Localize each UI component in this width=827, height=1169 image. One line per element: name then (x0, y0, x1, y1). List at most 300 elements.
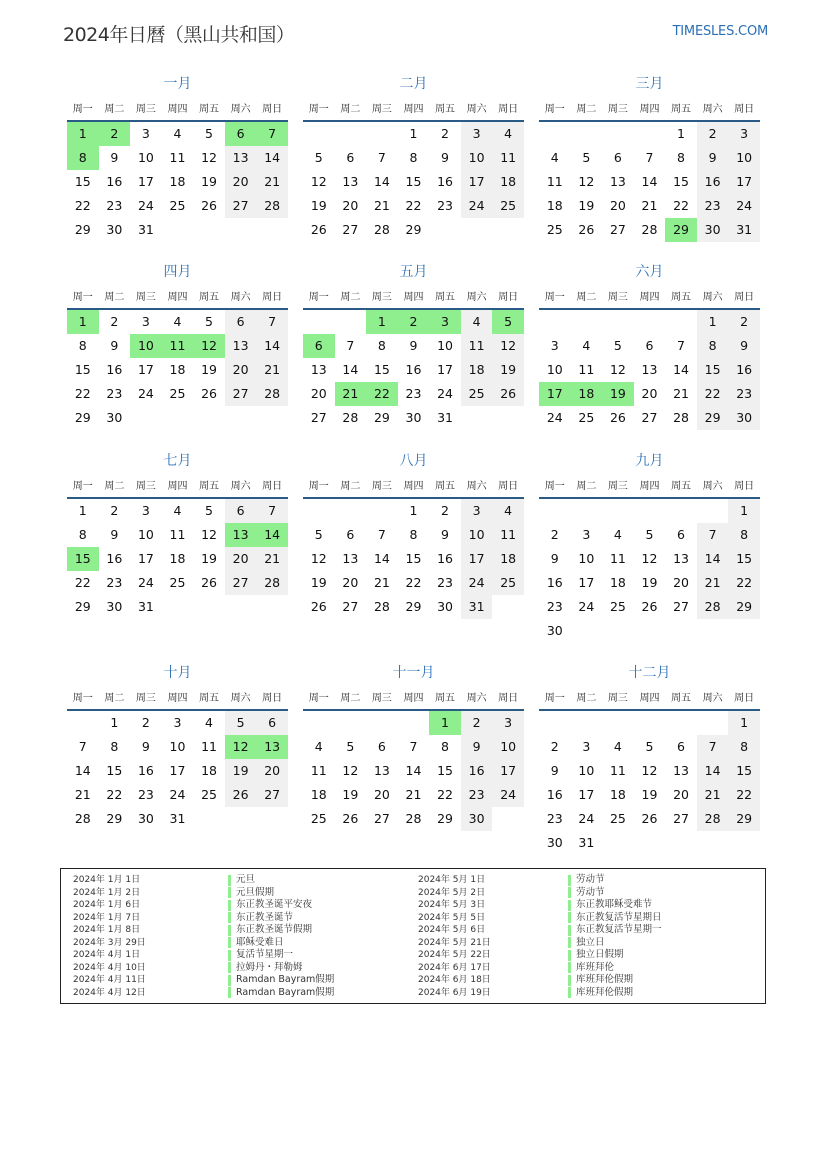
day-cell: 4 (173, 126, 182, 141)
weekday-label: 周六 (466, 692, 487, 704)
holiday-name-row (568, 924, 662, 937)
day-cell: 6 (225, 310, 257, 334)
weekday-label: 周日 (262, 692, 283, 704)
day-cell: 15 (106, 763, 123, 778)
holiday-marker (228, 900, 231, 911)
day-cell: 7 (697, 735, 729, 759)
day-cell: 31 (169, 811, 186, 826)
weekday-label: 周一 (308, 692, 329, 704)
empty-cell (303, 499, 335, 523)
day-cell: 10 (546, 362, 563, 377)
day-cell: 27 (225, 382, 257, 406)
weekday-label: 周二 (340, 103, 361, 115)
weekday-label: 周一 (544, 480, 565, 492)
holiday-marker (568, 950, 571, 961)
holiday-name-row (568, 962, 662, 975)
weekday-label: 周四 (403, 103, 424, 115)
day-cell: 27 (225, 571, 257, 595)
day-cell: 12 (609, 362, 626, 377)
empty-cell (335, 122, 367, 146)
day-cell: 21 (256, 547, 288, 571)
day-cell: 12 (641, 551, 658, 566)
day-cell: 20 (310, 386, 327, 401)
holiday-marker (568, 875, 571, 886)
day-cell: 29 (74, 599, 91, 614)
empty-cell (571, 499, 603, 523)
empty-cell (335, 310, 367, 334)
weekday-label: 周五 (199, 692, 220, 704)
day-cell: 20 (609, 198, 626, 213)
day-cell: 13 (310, 362, 327, 377)
day-cell: 21 (697, 783, 729, 807)
day-cell: 2 (141, 715, 150, 730)
day-cell: 29 (405, 222, 422, 237)
weekday-label: 周六 (466, 103, 487, 115)
weekday-label: 周二 (340, 291, 361, 303)
holiday-marker (568, 975, 571, 986)
day-cell: 7 (409, 739, 418, 754)
day-cell: 7 (677, 338, 685, 353)
holiday-day-cell: 15 (67, 547, 99, 571)
day-cell: 6 (677, 527, 685, 542)
holiday-marker (228, 875, 231, 886)
holiday-dates-right (418, 874, 491, 999)
day-cell: 28 (342, 410, 359, 425)
holiday-date: 2024年 1月 7日 (73, 912, 141, 923)
day-cell: 23 (137, 787, 154, 802)
day-cell: 5 (346, 739, 355, 754)
holiday-day-cell: 2 (398, 310, 430, 334)
day-cell: 5 (314, 150, 323, 165)
day-cell: 24 (137, 575, 154, 590)
day-cell: 19 (310, 198, 327, 213)
day-cell: 3 (141, 503, 150, 518)
holiday-date: 2024年 1月 8日 (73, 925, 141, 935)
weekday-label: 周五 (199, 480, 220, 492)
empty-cell (665, 499, 697, 523)
day-cell: 14 (641, 174, 658, 189)
day-cell: 15 (74, 174, 91, 189)
day-cell: 3 (582, 527, 591, 542)
weekday-label: 周二 (104, 291, 125, 303)
holiday-marker (568, 912, 571, 923)
days-grid (67, 122, 288, 242)
day-cell: 5 (582, 150, 591, 165)
weekday-label: 周六 (702, 480, 723, 492)
day-cell: 14 (74, 763, 91, 778)
empty-cell (303, 310, 335, 334)
day-cell: 9 (441, 150, 449, 165)
holiday-name-row (228, 874, 334, 887)
day-cell: 12 (201, 150, 217, 165)
day-cell: 9 (409, 338, 418, 353)
day-cell: 9 (461, 735, 493, 759)
holiday-day-cell: 1 (429, 711, 461, 735)
month-calendar (67, 74, 288, 242)
holiday-name: 东正教圣诞节 (236, 911, 294, 923)
holiday-day-cell: 2 (99, 122, 131, 146)
day-cell: 5 (314, 527, 323, 542)
day-cell: 24 (169, 787, 186, 802)
day-cell: 23 (405, 386, 422, 401)
weekday-label: 周一 (308, 291, 329, 303)
holiday-name: 独立日假期 (576, 949, 624, 960)
weekday-header (539, 683, 760, 711)
weekday-header (303, 471, 524, 499)
day-cell: 27 (373, 811, 390, 826)
holiday-name: 东正教复活节星期一 (576, 924, 662, 935)
day-cell: 14 (373, 551, 390, 566)
day-cell: 2 (728, 310, 760, 334)
day-cell: 18 (492, 547, 524, 571)
day-cell: 9 (110, 527, 119, 542)
day-cell: 21 (74, 787, 91, 802)
day-cell: 14 (673, 362, 689, 377)
weekday-label: 周四 (403, 692, 424, 704)
weekday-label: 周三 (135, 480, 156, 492)
day-cell: 19 (641, 787, 658, 802)
day-cell: 24 (461, 194, 493, 218)
day-cell: 8 (697, 334, 729, 358)
day-cell: 27 (641, 410, 658, 425)
empty-cell (697, 499, 729, 523)
day-cell: 16 (728, 358, 760, 382)
day-cell: 19 (201, 174, 217, 189)
day-cell: 6 (256, 711, 288, 735)
holiday-marker (568, 925, 571, 936)
weekday-label: 周六 (466, 291, 487, 303)
day-cell: 3 (141, 126, 150, 141)
day-cell: 9 (110, 338, 119, 353)
holiday-day-cell: 3 (429, 310, 461, 334)
holiday-name: Ramdan Bayram假期 (236, 986, 335, 998)
day-cell: 1 (409, 503, 418, 518)
day-cell: 16 (437, 551, 453, 566)
day-cell: 30 (106, 222, 123, 237)
day-cell: 13 (342, 174, 359, 189)
day-cell: 22 (437, 787, 453, 802)
weekday-header (539, 94, 760, 122)
day-cell: 10 (578, 763, 595, 778)
day-cell: 13 (609, 174, 626, 189)
month-calendar (539, 262, 760, 430)
day-cell: 8 (409, 527, 418, 542)
day-cell: 13 (673, 763, 689, 778)
day-cell: 11 (201, 739, 217, 754)
day-cell: 6 (613, 150, 622, 165)
day-cell: 29 (74, 222, 91, 237)
weekday-label: 周五 (671, 692, 692, 704)
page-title: 2024年日曆（黑山共和国） (63, 24, 295, 46)
day-cell: 16 (106, 362, 123, 377)
day-cell: 29 (106, 811, 123, 826)
day-cell: 14 (342, 362, 359, 377)
day-cell: 12 (641, 763, 658, 778)
weekday-label: 周三 (607, 103, 628, 115)
holiday-name-row (568, 887, 662, 900)
day-cell: 18 (169, 551, 186, 566)
weekday-label: 周二 (104, 103, 125, 115)
weekday-header (67, 471, 288, 499)
empty-cell (697, 711, 729, 735)
days-grid (67, 499, 288, 619)
empty-cell (67, 711, 99, 735)
holiday-name: 独立日 (576, 936, 605, 948)
day-cell: 15 (405, 174, 422, 189)
day-cell: 10 (492, 735, 524, 759)
day-cell: 28 (256, 194, 288, 218)
days-grid (539, 711, 760, 855)
empty-cell (634, 122, 666, 146)
day-cell: 22 (74, 575, 91, 590)
day-cell: 29 (697, 406, 729, 430)
holiday-list (60, 868, 766, 1004)
day-cell: 11 (609, 763, 626, 778)
day-cell: 17 (578, 575, 595, 590)
day-cell: 27 (673, 811, 689, 826)
day-cell: 1 (409, 126, 418, 141)
day-cell: 5 (225, 711, 257, 735)
day-cell: 4 (492, 499, 524, 523)
holiday-marker (228, 962, 231, 973)
weekday-header (303, 282, 524, 310)
day-cell: 15 (405, 551, 422, 566)
holiday-date: 2024年 6月 18日 (418, 975, 491, 985)
day-cell: 20 (256, 759, 288, 783)
holiday-marker (228, 925, 231, 936)
day-cell: 30 (697, 218, 729, 242)
holiday-marker (568, 987, 571, 998)
day-cell: 2 (441, 126, 449, 141)
day-cell: 18 (169, 174, 186, 189)
day-cell: 27 (310, 410, 327, 425)
weekday-label: 周日 (734, 480, 755, 492)
holiday-marker (228, 887, 231, 898)
empty-cell (634, 711, 666, 735)
weekday-label: 周一 (72, 692, 93, 704)
day-cell: 23 (546, 811, 563, 826)
day-cell: 13 (342, 551, 359, 566)
weekday-label: 周六 (466, 480, 487, 492)
day-cell: 7 (256, 310, 288, 334)
holiday-name: 东正教圣诞平安夜 (236, 899, 313, 910)
holiday-name-row (228, 899, 334, 912)
day-cell: 25 (578, 410, 595, 425)
holiday-name-row (228, 962, 334, 975)
days-grid (539, 310, 760, 430)
day-cell: 30 (106, 410, 123, 425)
weekday-label: 周日 (498, 103, 519, 115)
day-cell: 11 (169, 527, 186, 542)
empty-cell (539, 310, 571, 334)
day-cell: 23 (437, 198, 453, 213)
day-cell: 25 (201, 787, 217, 802)
holiday-day-cell: 22 (366, 382, 398, 406)
day-cell: 1 (78, 503, 87, 518)
month-title: 十月 (163, 665, 192, 681)
day-cell: 20 (225, 547, 257, 571)
day-cell: 21 (641, 198, 658, 213)
month-calendar (303, 262, 524, 430)
weekday-label: 周三 (371, 291, 392, 303)
day-cell: 18 (546, 198, 563, 213)
empty-cell (602, 711, 634, 735)
weekday-label: 周日 (498, 291, 519, 303)
days-grid (303, 310, 524, 430)
weekday-label: 周一 (72, 291, 93, 303)
day-cell: 30 (137, 811, 154, 826)
day-cell: 5 (645, 739, 654, 754)
holiday-date: 2024年 1月 6日 (73, 900, 141, 910)
day-cell: 25 (169, 198, 186, 213)
day-cell: 13 (225, 334, 257, 358)
days-grid (539, 122, 760, 242)
day-cell: 1 (677, 126, 685, 141)
day-cell: 12 (201, 527, 217, 542)
day-cell: 21 (373, 198, 390, 213)
day-cell: 26 (310, 599, 327, 614)
holiday-name-row (568, 912, 662, 925)
holiday-name-row (568, 899, 662, 912)
day-cell: 18 (169, 362, 186, 377)
day-cell: 30 (106, 599, 123, 614)
empty-cell (539, 711, 571, 735)
day-cell: 4 (492, 122, 524, 146)
day-cell: 23 (106, 198, 123, 213)
day-cell: 11 (492, 146, 524, 170)
day-cell: 30 (437, 599, 453, 614)
day-cell: 16 (546, 787, 563, 802)
day-cell: 11 (609, 551, 626, 566)
day-cell: 28 (641, 222, 658, 237)
day-cell: 7 (78, 739, 87, 754)
day-cell: 6 (377, 739, 386, 754)
holiday-name: 东正教复活节星期日 (576, 911, 662, 923)
holiday-day-cell: 12 (193, 334, 225, 358)
day-cell: 6 (346, 527, 355, 542)
holiday-marker (228, 912, 231, 923)
day-cell: 15 (728, 547, 760, 571)
weekday-label: 周五 (671, 291, 692, 303)
day-cell: 13 (373, 763, 390, 778)
day-cell: 27 (342, 222, 359, 237)
day-cell: 26 (578, 222, 595, 237)
day-cell: 2 (697, 122, 729, 146)
day-cell: 4 (461, 310, 493, 334)
day-cell: 28 (673, 410, 689, 425)
day-cell: 17 (137, 551, 154, 566)
day-cell: 9 (110, 150, 119, 165)
day-cell: 11 (492, 523, 524, 547)
holiday-name: 拉姆丹・拜勒姆 (236, 961, 303, 973)
weekday-label: 周日 (734, 692, 755, 704)
holiday-day-cell: 29 (665, 218, 697, 242)
day-cell: 30 (546, 623, 563, 638)
day-cell: 23 (697, 194, 729, 218)
day-cell: 29 (405, 599, 422, 614)
day-cell: 13 (673, 551, 689, 566)
day-cell: 28 (256, 382, 288, 406)
day-cell: 21 (256, 170, 288, 194)
day-cell: 31 (137, 222, 154, 237)
weekday-label: 周日 (262, 103, 283, 115)
day-cell: 28 (697, 807, 729, 831)
weekday-label: 周二 (576, 480, 597, 492)
holiday-name-row (228, 912, 334, 925)
day-cell: 19 (201, 362, 217, 377)
holiday-day-cell: 5 (492, 310, 524, 334)
day-cell: 31 (137, 599, 154, 614)
day-cell: 25 (169, 575, 186, 590)
holiday-day-cell: 7 (256, 122, 288, 146)
weekday-label: 周五 (671, 480, 692, 492)
day-cell: 10 (728, 146, 760, 170)
day-cell: 31 (437, 410, 453, 425)
day-cell: 10 (169, 739, 186, 754)
site-logo[interactable]: TIMESLES.COM (672, 24, 768, 39)
holiday-name: 库班拜伦假期 (576, 974, 634, 985)
day-cell: 8 (110, 739, 119, 754)
day-cell: 6 (225, 499, 257, 523)
day-cell: 16 (437, 174, 453, 189)
day-cell: 22 (405, 198, 422, 213)
day-cell: 15 (697, 358, 729, 382)
day-cell: 12 (310, 174, 327, 189)
holiday-date: 2024年 6月 17日 (418, 962, 491, 973)
day-cell: 22 (728, 571, 760, 595)
holiday-name: 劳动节 (576, 886, 605, 898)
day-cell: 28 (373, 222, 390, 237)
weekday-label: 周四 (639, 480, 660, 492)
holiday-day-cell: 6 (303, 334, 335, 358)
holiday-day-cell: 13 (225, 523, 257, 547)
weekday-label: 周六 (230, 692, 251, 704)
weekday-label: 周五 (435, 291, 456, 303)
day-cell: 11 (578, 362, 595, 377)
holiday-name: Ramdan Bayram假期 (236, 974, 335, 985)
month-title: 七月 (163, 453, 192, 469)
holiday-name-row (568, 949, 662, 962)
day-cell: 8 (728, 523, 760, 547)
weekday-header (539, 471, 760, 499)
day-cell: 8 (728, 735, 760, 759)
day-cell: 16 (106, 551, 123, 566)
day-cell: 2 (461, 711, 493, 735)
day-cell: 5 (205, 314, 213, 329)
holiday-names-right (568, 874, 662, 999)
holiday-name-row (228, 924, 334, 937)
day-cell: 8 (441, 739, 449, 754)
weekday-label: 周四 (403, 480, 424, 492)
day-cell: 20 (673, 787, 689, 802)
holiday-day-cell: 11 (162, 334, 194, 358)
holiday-name: 元旦 (236, 874, 256, 885)
day-cell: 28 (256, 571, 288, 595)
day-cell: 4 (205, 715, 213, 730)
day-cell: 8 (377, 338, 386, 353)
holiday-date: 2024年 3月 29日 (73, 937, 146, 948)
day-cell: 19 (310, 575, 327, 590)
day-cell: 2 (550, 739, 559, 754)
day-cell: 25 (546, 222, 563, 237)
day-cell: 9 (697, 146, 729, 170)
holiday-marker (228, 975, 231, 986)
empty-cell (303, 122, 335, 146)
holiday-names-left (228, 874, 334, 999)
day-cell: 30 (546, 835, 563, 850)
weekday-label: 周三 (135, 291, 156, 303)
empty-cell (571, 711, 603, 735)
